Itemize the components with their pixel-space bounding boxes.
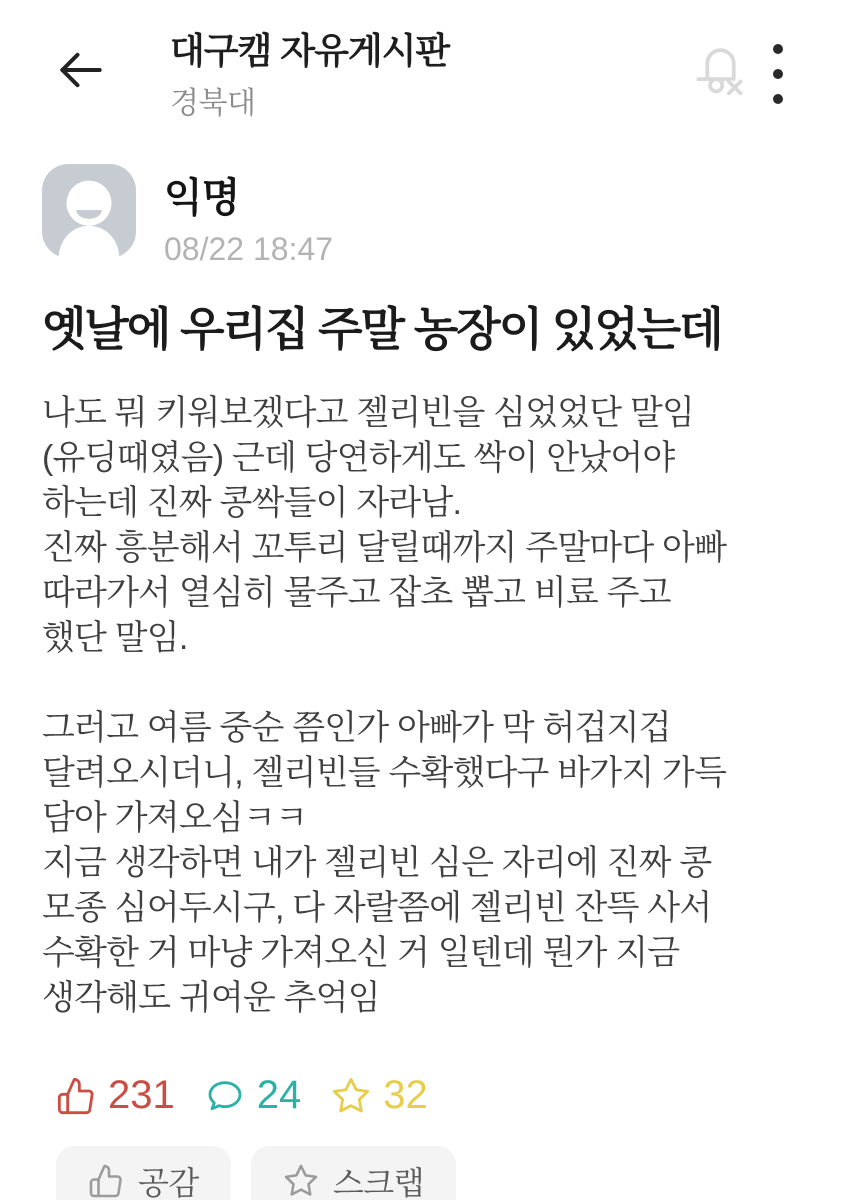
kebab-menu-icon [773, 44, 783, 54]
author-name: 익명 [164, 176, 240, 220]
post-body-line [42, 661, 809, 706]
post-body-line: 지금 생각하면 내가 젤리빈 심은 자리에 진짜 콩 [42, 844, 712, 883]
actions-row [56, 1146, 809, 1200]
scrap-button[interactable] [251, 1146, 456, 1200]
post-header [42, 164, 809, 268]
likes-count: 231 [108, 1073, 175, 1118]
more-options-button[interactable] [765, 44, 791, 104]
star-icon [331, 1076, 371, 1116]
header-titles [170, 30, 449, 122]
scrap-button-label: 스크랩 [332, 1165, 425, 1200]
post-body-line: 생각해도 귀여운 추억임 [42, 979, 380, 1018]
scraps-count: 32 [383, 1073, 428, 1118]
post-body [42, 391, 809, 1021]
bell-muted-icon [687, 36, 753, 106]
post-body-line: 그러고 여름 중순 쯤인가 아빠가 막 허겁지겁 [42, 709, 671, 748]
like-button[interactable] [56, 1146, 231, 1200]
post-body-line: 하는데 진짜 콩싹들이 자라남. [42, 484, 462, 523]
star-icon [283, 1163, 319, 1199]
board-subtitle: 경북대 [170, 87, 256, 121]
post-body-line: 수확한 거 마냥 가져오신 거 일텐데 뭔가 지금 [42, 934, 680, 973]
comments-indicator [205, 1073, 302, 1118]
post-timestamp: 08/22 18:47 [164, 231, 334, 267]
post-body-line: 나도 뭐 키워보겠다고 젤리빈을 심었었단 말임 [42, 394, 695, 433]
comment-icon [205, 1076, 245, 1116]
scraps-indicator [331, 1073, 428, 1118]
back-button[interactable] [52, 42, 110, 98]
post-body-line: (유딩때였음) 근데 당연하게도 싹이 안났어야 [42, 439, 675, 478]
post-title: 옛날에 우리집 주말 농장이 있었는데 [42, 303, 722, 355]
comments-count: 24 [256, 1073, 302, 1118]
likes-indicator [56, 1073, 175, 1118]
author-block [164, 164, 333, 268]
notifications-muted-button[interactable] [687, 36, 753, 106]
app-header [0, 0, 849, 132]
anonymous-avatar [42, 164, 136, 258]
post-body-line: 했단 말임. [42, 619, 188, 658]
thumbs-up-icon [88, 1163, 124, 1199]
like-button-label: 공감 [138, 1165, 199, 1200]
reactions-row [56, 1073, 809, 1118]
post-body-line: 진짜 흥분해서 꼬투리 달릴때까지 주말마다 아빠 [42, 529, 727, 568]
post-body-line: 달려오시더니, 젤리빈들 수확했다구 바가지 가득 [42, 754, 727, 793]
thumbs-up-icon [56, 1076, 96, 1116]
post-body-line: 따라가서 열심히 물주고 잡초 뽑고 비료 주고 [42, 574, 671, 613]
post-body-line: 담아 가져오심ㅋㅋ [42, 799, 307, 838]
back-arrow-icon [52, 42, 110, 98]
post-body-line: 모종 심어두시구, 다 자랄쯤에 젤리빈 잔뜩 사서 [42, 889, 712, 928]
post-content [0, 164, 849, 1200]
board-title: 대구캠 자유게시판 [170, 30, 450, 71]
